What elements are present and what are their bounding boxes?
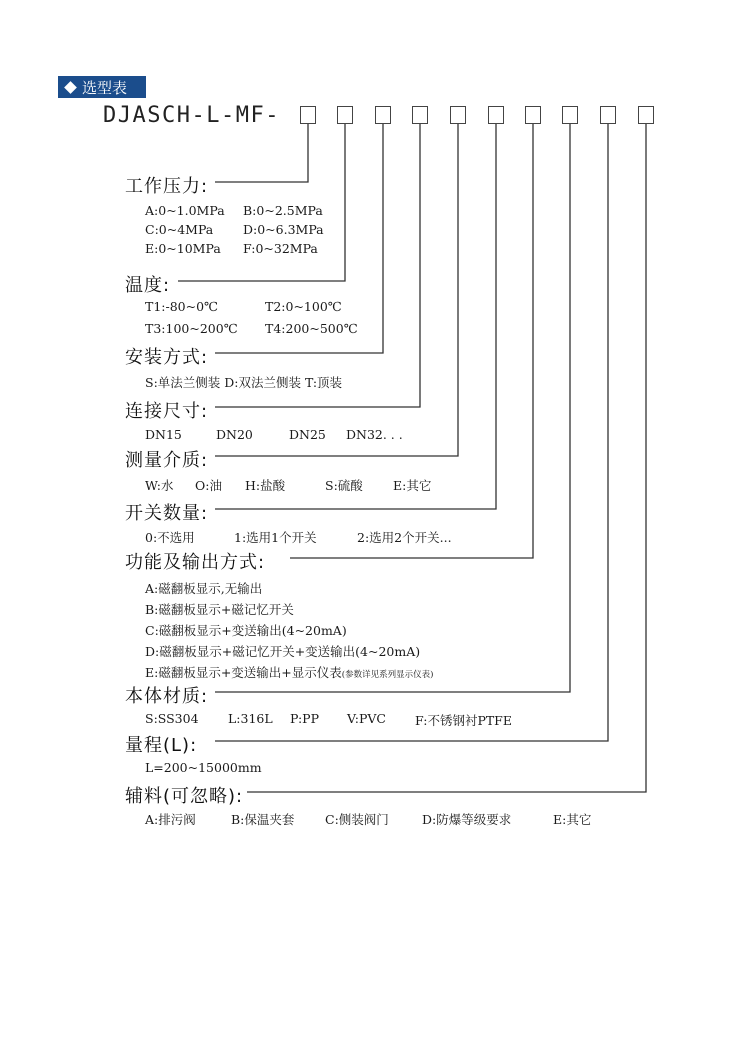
option: V:PVC [347,711,386,726]
option: 0:不选用 [145,530,195,545]
option: E:磁翻板显示+变送输出+显示仪表 [145,665,342,680]
connector-1 [215,124,308,182]
option: D:磁翻板显示+磁记忆开关+变送输出(4~20mA) [145,644,421,659]
option-with-note [145,663,433,681]
option: B:保温夹套 [231,812,295,827]
option: L:316L [228,711,273,726]
option: DN25 [289,427,326,442]
option: A:0~1.0MPa [145,203,225,218]
connector-5 [215,124,458,456]
heading-body-material: 本体材质: [125,682,212,708]
heading-function-output: 功能及输出方式: [125,548,269,574]
model-prefix: DJASCH-L-MF- [103,103,280,128]
option: T4:200~500℃ [265,321,358,336]
connector-4 [215,124,420,407]
option: E:0~10MPa [145,241,221,256]
option: D:0~6.3MPa [243,222,324,237]
option: S:SS304 [145,711,199,726]
option: A:排污阀 [145,812,196,827]
option: T2:0~100℃ [265,299,342,314]
option: C:磁翻板显示+变送输出(4~20mA) [145,623,347,638]
heading-accessories: 辅料(可忽略): [125,782,247,808]
option: F:0~32MPa [243,241,318,256]
option: P:PP [290,711,319,726]
option: DN32. . . [346,427,403,442]
heading-switch-count: 开关数量: [125,499,212,525]
option: DN20 [216,427,253,442]
option: C:侧装阀门 [325,812,389,827]
heading-installation: 安装方式: [125,343,212,369]
option: H:盐酸 [245,478,286,493]
option: T3:100~200℃ [145,321,238,336]
connector-3 [215,124,383,353]
option-note: (参数详见系列显示仪表) [341,670,434,680]
option: D:防爆等级要求 [422,812,512,827]
option: B:0~2.5MPa [243,203,323,218]
option: L=200~15000mm [145,760,262,775]
option: T1:-80~0℃ [145,299,219,314]
option: E:其它 [393,478,432,493]
heading-temperature: 温度: [125,271,174,297]
option: DN15 [145,427,182,442]
option: W:水 [145,478,174,493]
badge-label: 选型表 [82,78,128,97]
heading-connection-size: 连接尺寸: [125,397,212,423]
heading-range: 量程(L): [125,731,201,757]
option: F:不锈钢衬PTFE [415,713,512,728]
option: O:油 [195,478,222,493]
heading-working-pressure: 工作压力: [125,172,212,198]
option: E:其它 [553,812,592,827]
option: 1:选用1个开关 [234,530,317,545]
option: 2:选用2个开关... [357,530,452,545]
option: B:磁翻板显示+磁记忆开关 [145,602,294,617]
option: C:0~4MPa [145,222,214,237]
heading-medium: 测量介质: [125,446,212,472]
option: A:磁翻板显示,无输出 [145,581,263,596]
option: S:单法兰侧装 D:双法兰侧装 T:顶装 [145,375,343,390]
option: S:硫酸 [325,478,363,493]
